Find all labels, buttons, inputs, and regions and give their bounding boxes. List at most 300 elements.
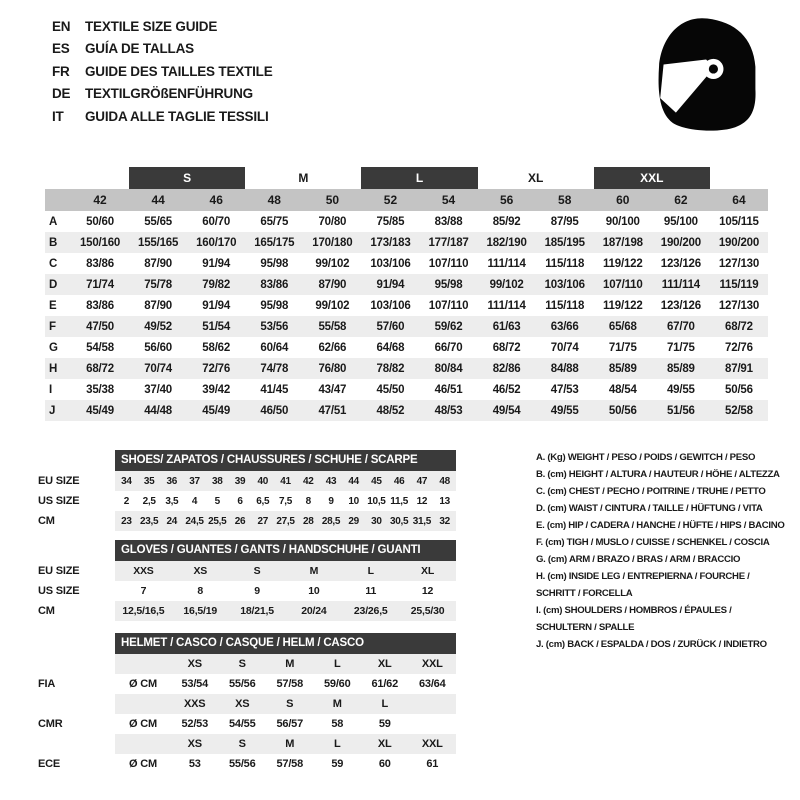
value-cell: 59	[378, 718, 391, 730]
value-cell: XXL	[421, 658, 443, 670]
side-label-spacer	[38, 540, 115, 561]
size-value: 90/100	[605, 215, 640, 228]
value-cell: 27	[257, 515, 269, 527]
size-value: 35/38	[86, 383, 114, 396]
size-value: 99/102	[489, 278, 524, 291]
value-cell: 16,5/19	[183, 605, 218, 617]
size-value: 48/54	[608, 383, 637, 396]
size-column-header: 42	[93, 193, 107, 207]
value-cell: 6	[237, 495, 243, 507]
textile-row-i	[45, 379, 768, 400]
table-row	[115, 694, 456, 714]
value-cell: 8	[305, 495, 311, 507]
language-code: DE	[52, 86, 71, 102]
legend-text: E. (cm) HIP / CADERA / HANCHE / HÜFTE / HIPS / BACINO	[536, 520, 785, 531]
value-cell: L	[333, 738, 341, 750]
size-value: 58/62	[202, 341, 231, 354]
language-row	[52, 61, 273, 83]
side-label-empty	[38, 654, 115, 674]
value-cell: 30,5	[390, 515, 409, 527]
size-value: 39/42	[202, 383, 231, 396]
size-value: 43/47	[318, 383, 347, 396]
language-code: ES	[52, 41, 70, 57]
size-value: 66/70	[434, 341, 463, 354]
row-label: C	[49, 257, 58, 270]
language-row	[52, 16, 273, 38]
size-value: 91/94	[202, 299, 231, 312]
row-label: G	[49, 341, 58, 354]
language-code: EN	[52, 19, 71, 34]
size-value: 47/51	[318, 404, 347, 417]
size-column-header: 46	[209, 193, 223, 207]
legend-item-a	[536, 449, 792, 466]
size-value: 85/89	[608, 362, 637, 375]
language-title: GUIDE DES TAILLES TEXTILE	[85, 63, 273, 79]
value-cell: XL	[377, 738, 392, 750]
shoes-table-title: SHOES/ ZAPATOS / CHAUSSURES / SCHUHE / SCARPE	[115, 450, 456, 471]
value-cell: 27,5	[276, 515, 295, 527]
value-cell: 12	[416, 495, 428, 507]
size-value: 76/80	[318, 362, 347, 375]
helmet-table-title: HELMET / CASCO / CASQUE / HELM / CASCO	[115, 633, 456, 654]
size-value: 68/72	[86, 362, 114, 375]
value-cell: 18/21,5	[240, 605, 274, 617]
size-value: 111/114	[487, 257, 526, 270]
size-band-l: L	[361, 167, 477, 189]
value-cell: Ø CM	[129, 678, 157, 690]
value-cell: 10,5	[367, 495, 386, 507]
size-value: 119/122	[603, 299, 643, 312]
textile-row-e	[45, 295, 768, 316]
table-row	[115, 674, 456, 694]
size-value: 123/126	[660, 257, 701, 270]
size-column-header: 56	[499, 193, 514, 207]
side-label-eu-size: EU SIZE	[38, 565, 80, 577]
size-value: 107/110	[428, 257, 469, 270]
size-value: 115/119	[719, 278, 759, 291]
size-value: 85/89	[666, 362, 695, 375]
size-value: 95/98	[260, 257, 289, 270]
row-label: B	[49, 236, 58, 249]
size-value: 37/40	[144, 383, 172, 396]
gloves-table-title: GLOVES / GUANTES / GANTS / HANDSCHUHE / GUANTI	[115, 540, 456, 561]
value-cell: 29	[348, 515, 359, 527]
legend-text-line2: SCHULTERN / SPALLE	[536, 622, 635, 633]
legend-item-b	[536, 466, 792, 483]
value-cell: 43	[325, 475, 337, 487]
size-value: 71/75	[666, 341, 695, 354]
size-value: 64/68	[376, 341, 405, 354]
textile-row-d	[45, 274, 768, 295]
value-cell: 24,5	[185, 515, 204, 527]
size-column-header: 60	[616, 193, 630, 207]
size-band-xl: XL	[527, 171, 544, 185]
table-row	[115, 714, 456, 734]
size-value: 123/126	[660, 299, 701, 312]
value-cell: XL	[421, 565, 435, 577]
value-cell: 3,5	[165, 495, 179, 507]
size-value: 83/86	[260, 278, 289, 291]
textile-row-b	[45, 232, 768, 253]
value-cell: 54/55	[228, 718, 256, 730]
size-value: 91/94	[376, 278, 405, 291]
row-label: I	[49, 383, 52, 396]
legend-text: I. (cm) SHOULDERS / HOMBROS / ÉPAULES /	[536, 605, 732, 616]
size-value: 70/80	[318, 215, 347, 228]
size-value: 185/195	[544, 236, 585, 249]
size-value: 83/86	[86, 299, 114, 312]
shoes-side-labels	[38, 450, 115, 531]
size-value: 71/75	[608, 341, 637, 354]
value-cell: 55/56	[228, 758, 256, 770]
size-band-m: M	[298, 171, 309, 185]
size-value: 50/60	[86, 215, 114, 228]
value-cell: 13	[439, 495, 450, 507]
size-value: 165/175	[254, 236, 295, 249]
value-cell: 23,5	[139, 515, 159, 527]
legend-item-j	[536, 636, 792, 653]
side-label-us-size: US SIZE	[38, 585, 80, 597]
size-value: 54/58	[86, 341, 114, 354]
side-label-us-size: US SIZE	[38, 495, 80, 507]
value-cell: 7	[140, 585, 147, 597]
table-row	[115, 471, 456, 491]
value-cell: 63/64	[418, 678, 446, 690]
size-value: 72/76	[725, 341, 753, 354]
legend-text: D. (cm) WAIST / CINTURA / TAILLE / HÜFTUNG / VITA	[536, 503, 763, 514]
value-cell: 56/57	[276, 718, 304, 730]
legend-text: B. (cm) HEIGHT / ALTURA / HAUTEUR / HÖHE / ALTEZZA	[536, 469, 780, 480]
value-cell: S	[286, 698, 294, 710]
size-value: 60/70	[202, 215, 231, 228]
textile-row-f	[45, 316, 768, 337]
legend-text: C. (cm) CHEST / PECHO / POITRINE / TRUHE / PETTO	[536, 486, 766, 497]
side-label-cmr: CMR	[38, 718, 63, 730]
value-cell: 53	[188, 758, 201, 770]
size-band-spacer	[710, 167, 768, 189]
value-cell: 11,5	[390, 495, 409, 507]
table-row	[115, 561, 456, 581]
legend-item-d	[536, 500, 792, 517]
size-value: 55/58	[318, 320, 347, 333]
value-cell: S	[253, 565, 261, 577]
size-value: 87/95	[550, 215, 579, 228]
legend-text: H. (cm) INSIDE LEG / ENTREPIERNA / FOURCHE /	[536, 571, 750, 582]
size-value: 115/118	[545, 299, 585, 312]
size-column-header: 54	[441, 193, 456, 207]
legend-text: G. (cm) ARM / BRAZO / BRAS / ARM / BRACCIO	[536, 554, 741, 565]
size-value: 95/98	[260, 299, 289, 312]
size-value: 68/72	[725, 320, 753, 333]
size-column-header: 58	[558, 193, 572, 207]
gloves-table	[115, 540, 456, 621]
legend-text: A. (Kg) WEIGHT / PESO / POIDS / GEWITCH / PESO	[536, 452, 756, 463]
value-cell: M	[285, 658, 295, 670]
size-value: 87/90	[144, 299, 172, 312]
size-value: 79/82	[202, 278, 231, 291]
side-label-empty	[38, 694, 115, 714]
size-value: 105/115	[719, 215, 759, 228]
value-cell: 61	[426, 758, 439, 770]
size-value: 70/74	[144, 362, 172, 375]
size-value: 87/91	[725, 362, 753, 375]
textile-row-c	[45, 253, 768, 274]
size-value: 62/66	[318, 341, 347, 354]
value-cell: S	[238, 658, 246, 670]
legend-item-c	[536, 483, 792, 500]
table-row	[115, 654, 456, 674]
value-cell: Ø CM	[129, 758, 157, 770]
legend-text: F. (cm) TIGH / MUSLO / CUISSE / SCHENKEL / COSCIA	[536, 537, 770, 548]
value-cell: XL	[377, 658, 392, 670]
size-value: 87/90	[318, 278, 347, 291]
value-cell: M	[309, 565, 319, 577]
size-value: 74/78	[260, 362, 289, 375]
table-row	[115, 734, 456, 754]
size-value: 59/62	[434, 320, 463, 333]
value-cell: XXS	[133, 565, 154, 577]
value-cell: 31,5	[412, 515, 432, 527]
size-value: 85/92	[492, 215, 521, 228]
size-value: 103/106	[370, 257, 411, 270]
table-row	[115, 754, 456, 774]
size-value: 67/70	[666, 320, 695, 333]
helmet-table	[115, 633, 456, 774]
size-value: 56/60	[144, 341, 172, 354]
size-value: 177/187	[428, 236, 469, 249]
value-cell: 28	[302, 515, 314, 527]
value-cell: 48	[439, 475, 450, 487]
size-value: 75/85	[376, 215, 405, 228]
textile-row-g	[45, 337, 768, 358]
size-value: 45/49	[86, 404, 114, 417]
helmet-table-body	[115, 654, 456, 774]
size-value: 48/53	[434, 404, 463, 417]
row-label: H	[49, 362, 58, 375]
value-cell: 52/53	[181, 718, 209, 730]
size-value: 107/110	[603, 278, 643, 291]
size-value: 57/60	[376, 320, 405, 333]
size-column-header: 50	[325, 193, 340, 207]
value-cell: 47	[416, 475, 428, 487]
value-cell: 8	[197, 585, 204, 597]
textile-row-a	[45, 211, 768, 232]
size-value: 46/52	[492, 383, 521, 396]
value-cell: 38	[212, 475, 223, 487]
value-cell: 60	[378, 758, 391, 770]
value-cell: 45	[371, 475, 382, 487]
language-code: IT	[52, 108, 64, 124]
size-value: 51/56	[666, 404, 695, 417]
size-column-header: 52	[383, 193, 398, 207]
language-row	[52, 38, 273, 60]
value-cell: 41	[280, 475, 291, 487]
size-value: 170/180	[312, 236, 353, 249]
value-cell: XS	[193, 565, 208, 577]
language-row	[52, 83, 273, 105]
value-cell: 5	[214, 495, 220, 507]
size-value: 49/52	[144, 320, 172, 333]
language-title: TEXTILGRÖßENFÜHRUNG	[85, 86, 253, 102]
value-cell: S	[238, 738, 246, 750]
size-value: 190/200	[660, 236, 701, 249]
size-value: 44/48	[144, 404, 172, 417]
size-value: 95/100	[663, 215, 698, 228]
size-band-xxl: XXL	[594, 167, 710, 189]
value-cell: 55/56	[228, 678, 256, 690]
size-value: 50/56	[725, 383, 753, 396]
size-value: 60/64	[260, 341, 289, 354]
textile-row-j	[45, 400, 768, 421]
racing-helmet-icon	[649, 13, 761, 135]
shoes-section	[38, 450, 456, 531]
language-title-block	[52, 16, 273, 128]
value-cell: 9	[328, 495, 334, 507]
value-cell: 40	[257, 475, 269, 487]
size-value: 47/53	[550, 383, 579, 396]
value-cell: 12	[421, 585, 434, 597]
side-label-cm: CM	[38, 605, 55, 617]
language-title: GUIDA ALLE TAGLIE TESSILI	[85, 108, 269, 124]
table-row	[115, 581, 456, 601]
size-value: 63/66	[550, 320, 579, 333]
textile-rows	[45, 211, 768, 421]
size-value: 72/76	[202, 362, 231, 375]
gloves-table-body	[115, 561, 456, 621]
row-label: E	[49, 299, 57, 312]
table-row	[115, 601, 456, 621]
value-cell: L	[333, 658, 341, 670]
size-number-row	[45, 189, 768, 211]
size-value: 49/54	[492, 404, 521, 417]
value-cell: 9	[254, 585, 260, 597]
value-cell: M	[332, 698, 342, 710]
value-cell: 4	[191, 495, 198, 507]
legend-text-line2: SCHRITT / FORCELLA	[536, 588, 633, 599]
size-value: 80/84	[434, 362, 463, 375]
size-value: 82/86	[492, 362, 521, 375]
side-label-spacer	[38, 450, 115, 471]
table-row	[115, 511, 456, 531]
size-value: 41/45	[260, 383, 289, 396]
value-cell: 6,5	[256, 495, 270, 507]
language-title: GUÍA DE TALLAS	[85, 41, 194, 57]
size-value: 173/183	[370, 236, 411, 249]
size-value: 65/68	[608, 320, 637, 333]
value-cell: XS	[235, 698, 250, 710]
size-value: 84/88	[550, 362, 579, 375]
value-cell: 59	[331, 758, 344, 770]
shoes-table	[115, 450, 456, 531]
size-value: 49/55	[666, 383, 695, 396]
value-cell: 11	[365, 585, 377, 597]
value-cell: L	[367, 565, 374, 577]
value-cell: 10	[308, 585, 320, 597]
size-value: 50/56	[608, 404, 637, 417]
side-label-spacer	[38, 633, 115, 654]
value-cell: 44	[348, 475, 359, 487]
value-cell: XXL	[421, 738, 443, 750]
value-cell: 53/54	[181, 678, 209, 690]
gloves-side-labels	[38, 540, 115, 621]
size-value: 53/56	[260, 320, 289, 333]
value-cell: XXS	[184, 698, 206, 710]
value-cell: 12,5/16,5	[122, 605, 165, 617]
gloves-section	[38, 540, 456, 621]
size-column-header: 62	[674, 193, 688, 207]
value-cell: XS	[187, 738, 202, 750]
value-cell: 35	[143, 475, 155, 487]
size-value: 103/106	[544, 278, 585, 291]
value-cell: 57/58	[276, 678, 304, 690]
size-value: 83/86	[86, 257, 114, 270]
size-value: 83/88	[434, 215, 463, 228]
value-cell: 36	[166, 475, 178, 487]
size-band-row	[71, 167, 768, 189]
side-label-empty	[38, 734, 115, 754]
size-value: 119/122	[603, 257, 643, 270]
size-value: 45/50	[376, 383, 405, 396]
textile-size-table	[45, 167, 768, 421]
value-cell: M	[285, 738, 295, 750]
language-row	[52, 106, 273, 128]
value-cell: 59/60	[323, 678, 351, 690]
language-code: FR	[52, 63, 70, 79]
size-value: 68/72	[492, 341, 521, 354]
size-value: 46/50	[260, 404, 289, 417]
size-value: 48/52	[376, 404, 405, 417]
size-value: 160/170	[196, 236, 237, 249]
size-value: 155/165	[138, 236, 179, 249]
value-cell: XS	[187, 658, 202, 670]
legend-item-h	[536, 568, 792, 602]
size-value: 111/114	[661, 278, 700, 291]
side-label-fia: FIA	[38, 678, 56, 690]
size-value: 47/50	[86, 320, 114, 333]
size-value: 107/110	[428, 299, 469, 312]
value-cell: 46	[393, 475, 405, 487]
size-column-header: 48	[267, 193, 281, 207]
size-value: 187/198	[602, 236, 643, 249]
size-value: 127/130	[718, 299, 760, 312]
measurement-legend	[536, 449, 792, 653]
size-column-header: 44	[151, 193, 165, 207]
value-cell: 24	[166, 515, 178, 527]
helmet-side-labels	[38, 633, 115, 774]
size-band-s: S	[129, 167, 245, 189]
size-value: 78/82	[376, 362, 405, 375]
side-label-eu-size: EU SIZE	[38, 475, 80, 487]
side-label-ece: ECE	[38, 758, 61, 770]
size-value: 75/78	[144, 278, 172, 291]
legend-item-e	[536, 517, 792, 534]
value-cell: 10	[348, 495, 359, 507]
value-cell: 61/62	[371, 678, 399, 690]
size-value: 51/54	[202, 320, 231, 333]
legend-text: J. (cm) BACK / ESPALDA / DOS / ZURÜCK / INDIETRO	[536, 639, 767, 650]
size-band-spacer	[71, 167, 129, 189]
row-label: J	[49, 404, 56, 417]
size-value: 61/63	[492, 320, 521, 333]
value-cell: 25,5/30	[410, 605, 445, 617]
size-value: 95/98	[434, 278, 463, 291]
value-cell: 42	[302, 475, 314, 487]
value-cell: 25,5	[208, 515, 227, 527]
size-value: 99/102	[315, 299, 350, 312]
helmet-section	[38, 633, 456, 774]
side-label-cm: CM	[38, 515, 55, 527]
value-cell: 30	[371, 515, 382, 527]
